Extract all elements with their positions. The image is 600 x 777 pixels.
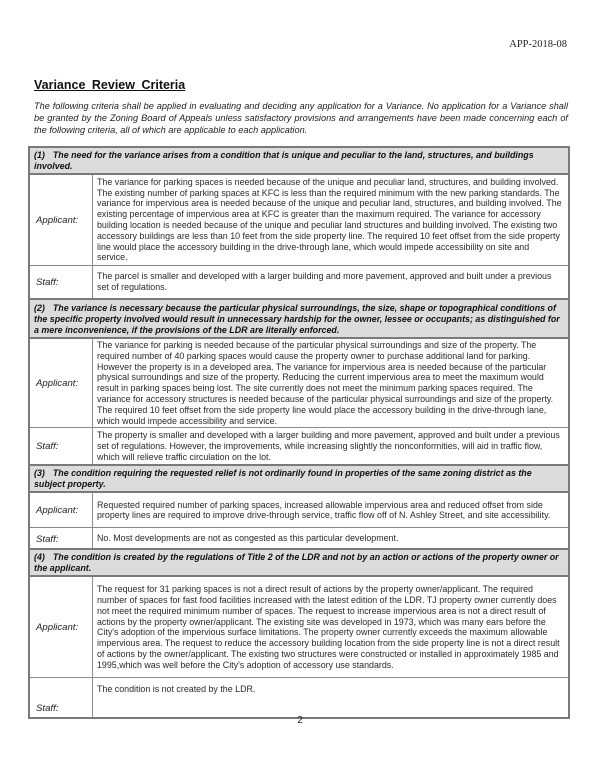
applicant-row-2 [29,338,569,428]
staff-label: Staff: [29,678,93,719]
criterion-number: (2) [34,302,45,313]
criterion-heading-3 [29,465,569,492]
document-id: APP-2018-08 [509,39,567,50]
applicant-response: The variance for parking spaces is needed because of the unique and peculiar land, structures, and building involved. The existing number of parking spaces at KFC is less than the required minimum with the new parking standards. The variance for impervious area is needed because of the unique and peculiar land, structures, and building involved. The existing percentage of impervious area at KFC is greater than the maximum required. The variance for accessory building location is needed because of the unique and peculiar land structures and building involved. The existing two accessory buildings are less than 10 feet from the side property line. The required 10 feet offset from the side property line would place the accessory building in the drive-through lane, which would impede accessibility on site and service. [93,174,570,266]
applicant-label: Applicant: [29,338,93,428]
criterion-heading-text: The need for the variance arises from a condition that is unique and peculiar to the land, structures, and buildings involved. [34,150,534,171]
staff-row-1 [29,266,569,300]
intro-paragraph: The following criteria shall be applied in evaluating and deciding any application for a Variance. No application for a Variance shall be granted by the Zoning Board of Appeals unless satisfactory provisions and arrangements have been made concerning each of the following criteria, all of which are applicable to each application. [34,101,568,135]
criterion-heading-text: The condition is created by the regulations of Title 2 of the LDR and not by an action or actions of the property owner or the applicant. [34,552,559,574]
staff-label: Staff: [29,428,93,466]
applicant-label: Applicant: [29,174,93,266]
page-title: Variance Review Criteria [34,78,186,92]
staff-response: The property is smaller and developed with a larger building and more pavement, approved and built under a previous set of regulations. However, the improvements, while increasing slightly the nonconformities, will aid in traffic flow, which will relieve traffic circulation on the lot. [93,428,570,466]
applicant-row-1 [29,174,569,266]
criterion-heading-text: The variance is necessary because the particular physical surroundings, the size, shape or topographical conditions of the specific property involved would result in unnecessary hardship for the owner, lessee or occupants; as distinguished for a mere inconvenience, if the provisions of the LDR are literally enforced. [34,302,560,335]
criterion-heading-1 [29,147,569,174]
applicant-label: Applicant: [29,492,93,528]
criterion-heading-text: The condition requiring the requested relief is not ordinarily found in properties of the same zoning district as the subject property. [34,468,532,490]
applicant-row-4 [29,576,569,678]
criterion-heading-4 [29,549,569,576]
staff-response: The condition is not created by the LDR. [93,678,570,719]
criteria-table [28,146,570,719]
staff-response: No. Most developments are not as congested as this particular development. [93,528,570,550]
applicant-response: Requested required number of parking spaces, increased allowable impervious area and reduced offset from side property lines are required to improve drive-through service, traffic flow off of N. Ashley Street, and site accessibility. [93,492,570,528]
criterion-number: (1) [34,150,45,160]
criterion-number: (3) [34,468,45,479]
staff-row-4 [29,678,569,719]
applicant-response: The variance for parking is needed because of the particular physical surroundings and size of the property. The required number of 40 parking spaces would cause the property owner to purchase additional land for parking. However the property is in a developed area. The variance for impervious area is needed because of the particular physical surroundings and size of the property. Reducing the current impervious area to meet the maximum would result in parking spaces being lost. The site currently does not meet the minimum parking spaces required. The variance for accessory structures is needed because of the particular physical surroundings and size of the property. The required 10 feet offset from the side property line would place the accessory building in the drive-through lane, which would impede accessibility and service. [93,338,570,428]
applicant-label: Applicant: [29,576,93,678]
staff-response: The parcel is smaller and developed with a larger building and more pavement, approved and built under a previous set of regulations. [93,266,570,300]
applicant-response: The request for 31 parking spaces is not a direct result of actions by the property owner/applicant. The required number of spaces for fast food facilities increased with the latest edition of the LDR. TJ property owner currently does not meet the required minimum number of spaces. The request to increase impervious area is not a direct result of actions by the property owner/applicant. The existing site was developed in 1973, which was many ears before the City's adoption of the impervious surface limitations. The property owner currently exceeds the maximum allowable impervious area. The request to reduce the accessory building location from the side property line is not a direct result of actions by the owner/applicant. The existing two structures were constructed or installed in approximately 1985 and 1995,which was well before the City's adoption of accessory use standards. [93,576,570,678]
staff-row-3 [29,528,569,550]
staff-label: Staff: [29,266,93,300]
staff-label: Staff: [29,528,93,550]
criterion-number: (4) [34,552,45,563]
page-number: 2 [297,715,303,726]
staff-row-2 [29,428,569,466]
applicant-row-3 [29,492,569,528]
criterion-heading-2 [29,299,569,338]
